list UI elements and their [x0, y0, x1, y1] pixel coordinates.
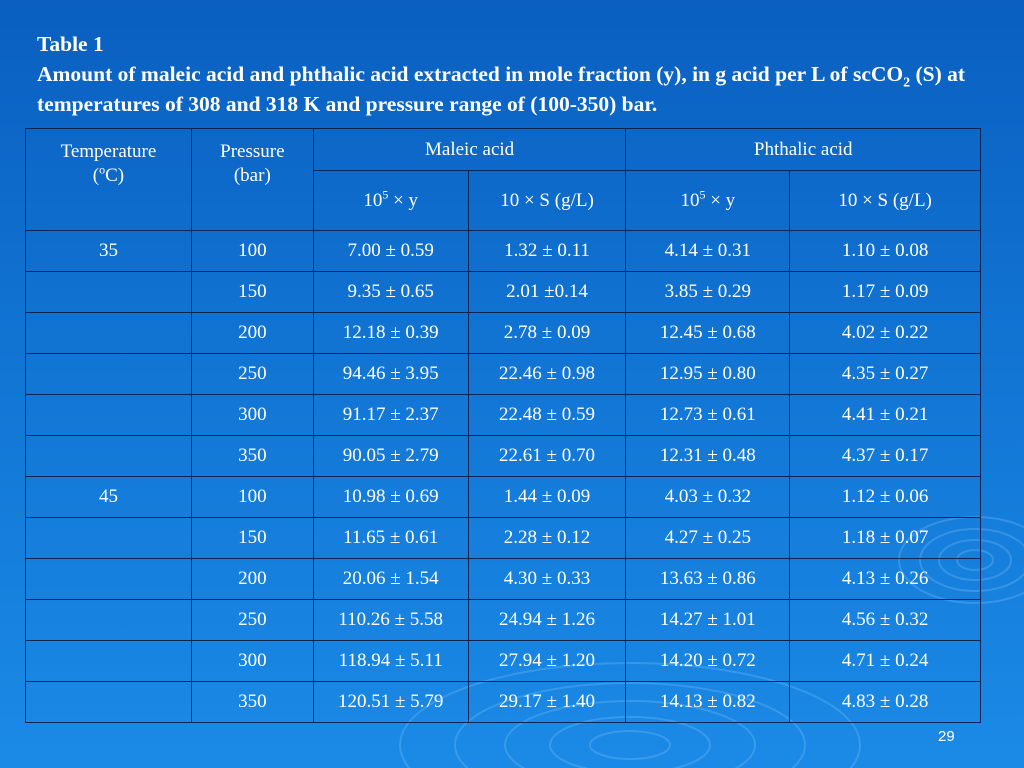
pressure-unit: (bar) [233, 165, 271, 186]
maleic-solubility-cell: 22.61 ± 0.70 [468, 436, 626, 477]
maleic-solubility-cell: 2.28 ± 0.12 [468, 518, 626, 559]
maleic-solubility-cell: 2.78 ± 0.09 [468, 313, 626, 354]
maleic-solubility-cell: 4.30 ± 0.33 [468, 559, 626, 600]
maleic-solubility-cell: 24.94 ± 1.26 [468, 600, 626, 641]
header-phthalic-acid: Phthalic acid [626, 129, 981, 171]
pressure-cell: 350 [191, 682, 313, 723]
maleic-solubility-cell: 1.32 ± 0.11 [468, 231, 626, 272]
phthalic-solubility-cell: 4.35 ± 0.27 [790, 354, 981, 395]
pressure-cell: 250 [191, 600, 313, 641]
pressure-cell: 200 [191, 313, 313, 354]
table-row [26, 313, 981, 354]
maleic-mole-fraction-cell: 120.51 ± 5.79 [313, 682, 468, 723]
phthalic-solubility-cell: 4.37 ± 0.17 [790, 436, 981, 477]
pressure-cell: 150 [191, 518, 313, 559]
temperature-cell [26, 518, 192, 559]
phthalic-solubility-cell: 1.10 ± 0.08 [790, 231, 981, 272]
header-phthalic-mole-fraction: $10^5 \times y$ [626, 171, 790, 231]
header-maleic-acid: Maleic acid [313, 129, 626, 171]
header-phthalic-solubility: 10 × S (g/L) [790, 171, 981, 231]
table-row [26, 272, 981, 313]
table-row [26, 354, 981, 395]
pressure-cell: 350 [191, 436, 313, 477]
table-body [26, 231, 981, 723]
phthalic-solubility-cell: 1.18 ± 0.07 [790, 518, 981, 559]
maleic-mole-fraction-cell: 91.17 ± 2.37 [313, 395, 468, 436]
page-number: 29 [938, 728, 955, 745]
maleic-mole-fraction-cell: 7.00 ± 0.59 [313, 231, 468, 272]
maleic-mole-fraction-cell: 12.18 ± 0.39 [313, 313, 468, 354]
phthalic-solubility-cell: 4.71 ± 0.24 [790, 641, 981, 682]
temperature-cell [26, 272, 192, 313]
extraction-data-table [25, 128, 981, 723]
caption-title: Table 1 [37, 32, 104, 56]
maleic-solubility-cell: 22.48 ± 0.59 [468, 395, 626, 436]
temperature-cell: 45 [26, 477, 192, 518]
temperature-cell [26, 313, 192, 354]
phthalic-solubility-cell: 1.17 ± 0.09 [790, 272, 981, 313]
table-row [26, 436, 981, 477]
temperature-cell [26, 600, 192, 641]
phthalic-mole-fraction-cell: 12.31 ± 0.48 [626, 436, 790, 477]
temperature-cell [26, 641, 192, 682]
pressure-cell: 150 [191, 272, 313, 313]
pressure-label: Pressure [220, 141, 285, 162]
table-row [26, 641, 981, 682]
caption-text-end: (S) at temperatures of 308 and 318 K and pressure range of (100-350) bar. [37, 62, 966, 116]
maleic-mole-fraction-cell: 110.26 ± 5.58 [313, 600, 468, 641]
phthalic-solubility-cell: 4.41 ± 0.21 [790, 395, 981, 436]
caption-subscript: 2 [903, 75, 911, 91]
maleic-solubility-cell: 2.01 ±0.14 [468, 272, 626, 313]
phthalic-solubility-cell: 4.56 ± 0.32 [790, 600, 981, 641]
maleic-mole-fraction-cell: 90.05 ± 2.79 [313, 436, 468, 477]
table-row [26, 518, 981, 559]
table-row [26, 600, 981, 641]
maleic-mole-fraction-cell: 20.06 ± 1.54 [313, 559, 468, 600]
phthalic-solubility-cell: 4.83 ± 0.28 [790, 682, 981, 723]
maleic-mole-fraction-cell: 118.94 ± 5.11 [313, 641, 468, 682]
maleic-solubility-cell: 29.17 ± 1.40 [468, 682, 626, 723]
phthalic-mole-fraction-cell: 12.73 ± 0.61 [626, 395, 790, 436]
phthalic-mole-fraction-cell: 12.45 ± 0.68 [626, 313, 790, 354]
maleic-solubility-cell: 1.44 ± 0.09 [468, 477, 626, 518]
table-row [26, 477, 981, 518]
temperature-label: Temperature [60, 141, 157, 162]
pressure-cell: 100 [191, 477, 313, 518]
pressure-cell: 300 [191, 641, 313, 682]
temperature-cell [26, 354, 192, 395]
temperature-cell [26, 682, 192, 723]
phthalic-solubility-cell: 4.02 ± 0.22 [790, 313, 981, 354]
phthalic-mole-fraction-cell: 4.03 ± 0.32 [626, 477, 790, 518]
caption-text: Amount of maleic acid and phthalic acid extracted in mole fraction (y), in g acid per L of scCO [37, 62, 904, 86]
header-maleic-mole-fraction: $10^5 \times y$ [313, 171, 468, 231]
table-row [26, 231, 981, 272]
temperature-unit: ($^o$C) [92, 162, 125, 186]
maleic-mole-fraction-cell: 10.98 ± 0.69 [313, 477, 468, 518]
table-header [26, 129, 981, 231]
temperature-cell [26, 436, 192, 477]
pressure-cell: 200 [191, 559, 313, 600]
header-temperature [26, 129, 192, 231]
phthalic-mole-fraction-cell: 12.95 ± 0.80 [626, 354, 790, 395]
header-row-groups [26, 129, 981, 171]
phthalic-mole-fraction-cell: 13.63 ± 0.86 [626, 559, 790, 600]
phthalic-mole-fraction-cell: 3.85 ± 0.29 [626, 272, 790, 313]
caption-description [37, 59, 997, 119]
phthalic-mole-fraction-cell: 4.14 ± 0.31 [626, 231, 790, 272]
maleic-mole-fraction-cell: 94.46 ± 3.95 [313, 354, 468, 395]
phthalic-mole-fraction-cell: 14.20 ± 0.72 [626, 641, 790, 682]
table-row [26, 559, 981, 600]
header-maleic-solubility: 10 × S (g/L) [468, 171, 626, 231]
temperature-cell [26, 395, 192, 436]
temperature-cell: 35 [26, 231, 192, 272]
temperature-cell [26, 559, 192, 600]
phthalic-solubility-cell: 4.13 ± 0.26 [790, 559, 981, 600]
table-caption [37, 29, 997, 119]
maleic-mole-fraction-cell: 9.35 ± 0.65 [313, 272, 468, 313]
maleic-solubility-cell: 22.46 ± 0.98 [468, 354, 626, 395]
phthalic-solubility-cell: 1.12 ± 0.06 [790, 477, 981, 518]
maleic-solubility-cell: 27.94 ± 1.20 [468, 641, 626, 682]
pressure-cell: 300 [191, 395, 313, 436]
phthalic-mole-fraction-cell: 4.27 ± 0.25 [626, 518, 790, 559]
phthalic-mole-fraction-cell: 14.27 ± 1.01 [626, 600, 790, 641]
phthalic-mole-fraction-cell: 14.13 ± 0.82 [626, 682, 790, 723]
table-row [26, 682, 981, 723]
header-pressure [191, 129, 313, 231]
pressure-cell: 100 [191, 231, 313, 272]
maleic-mole-fraction-cell: 11.65 ± 0.61 [313, 518, 468, 559]
table-row [26, 395, 981, 436]
pressure-cell: 250 [191, 354, 313, 395]
